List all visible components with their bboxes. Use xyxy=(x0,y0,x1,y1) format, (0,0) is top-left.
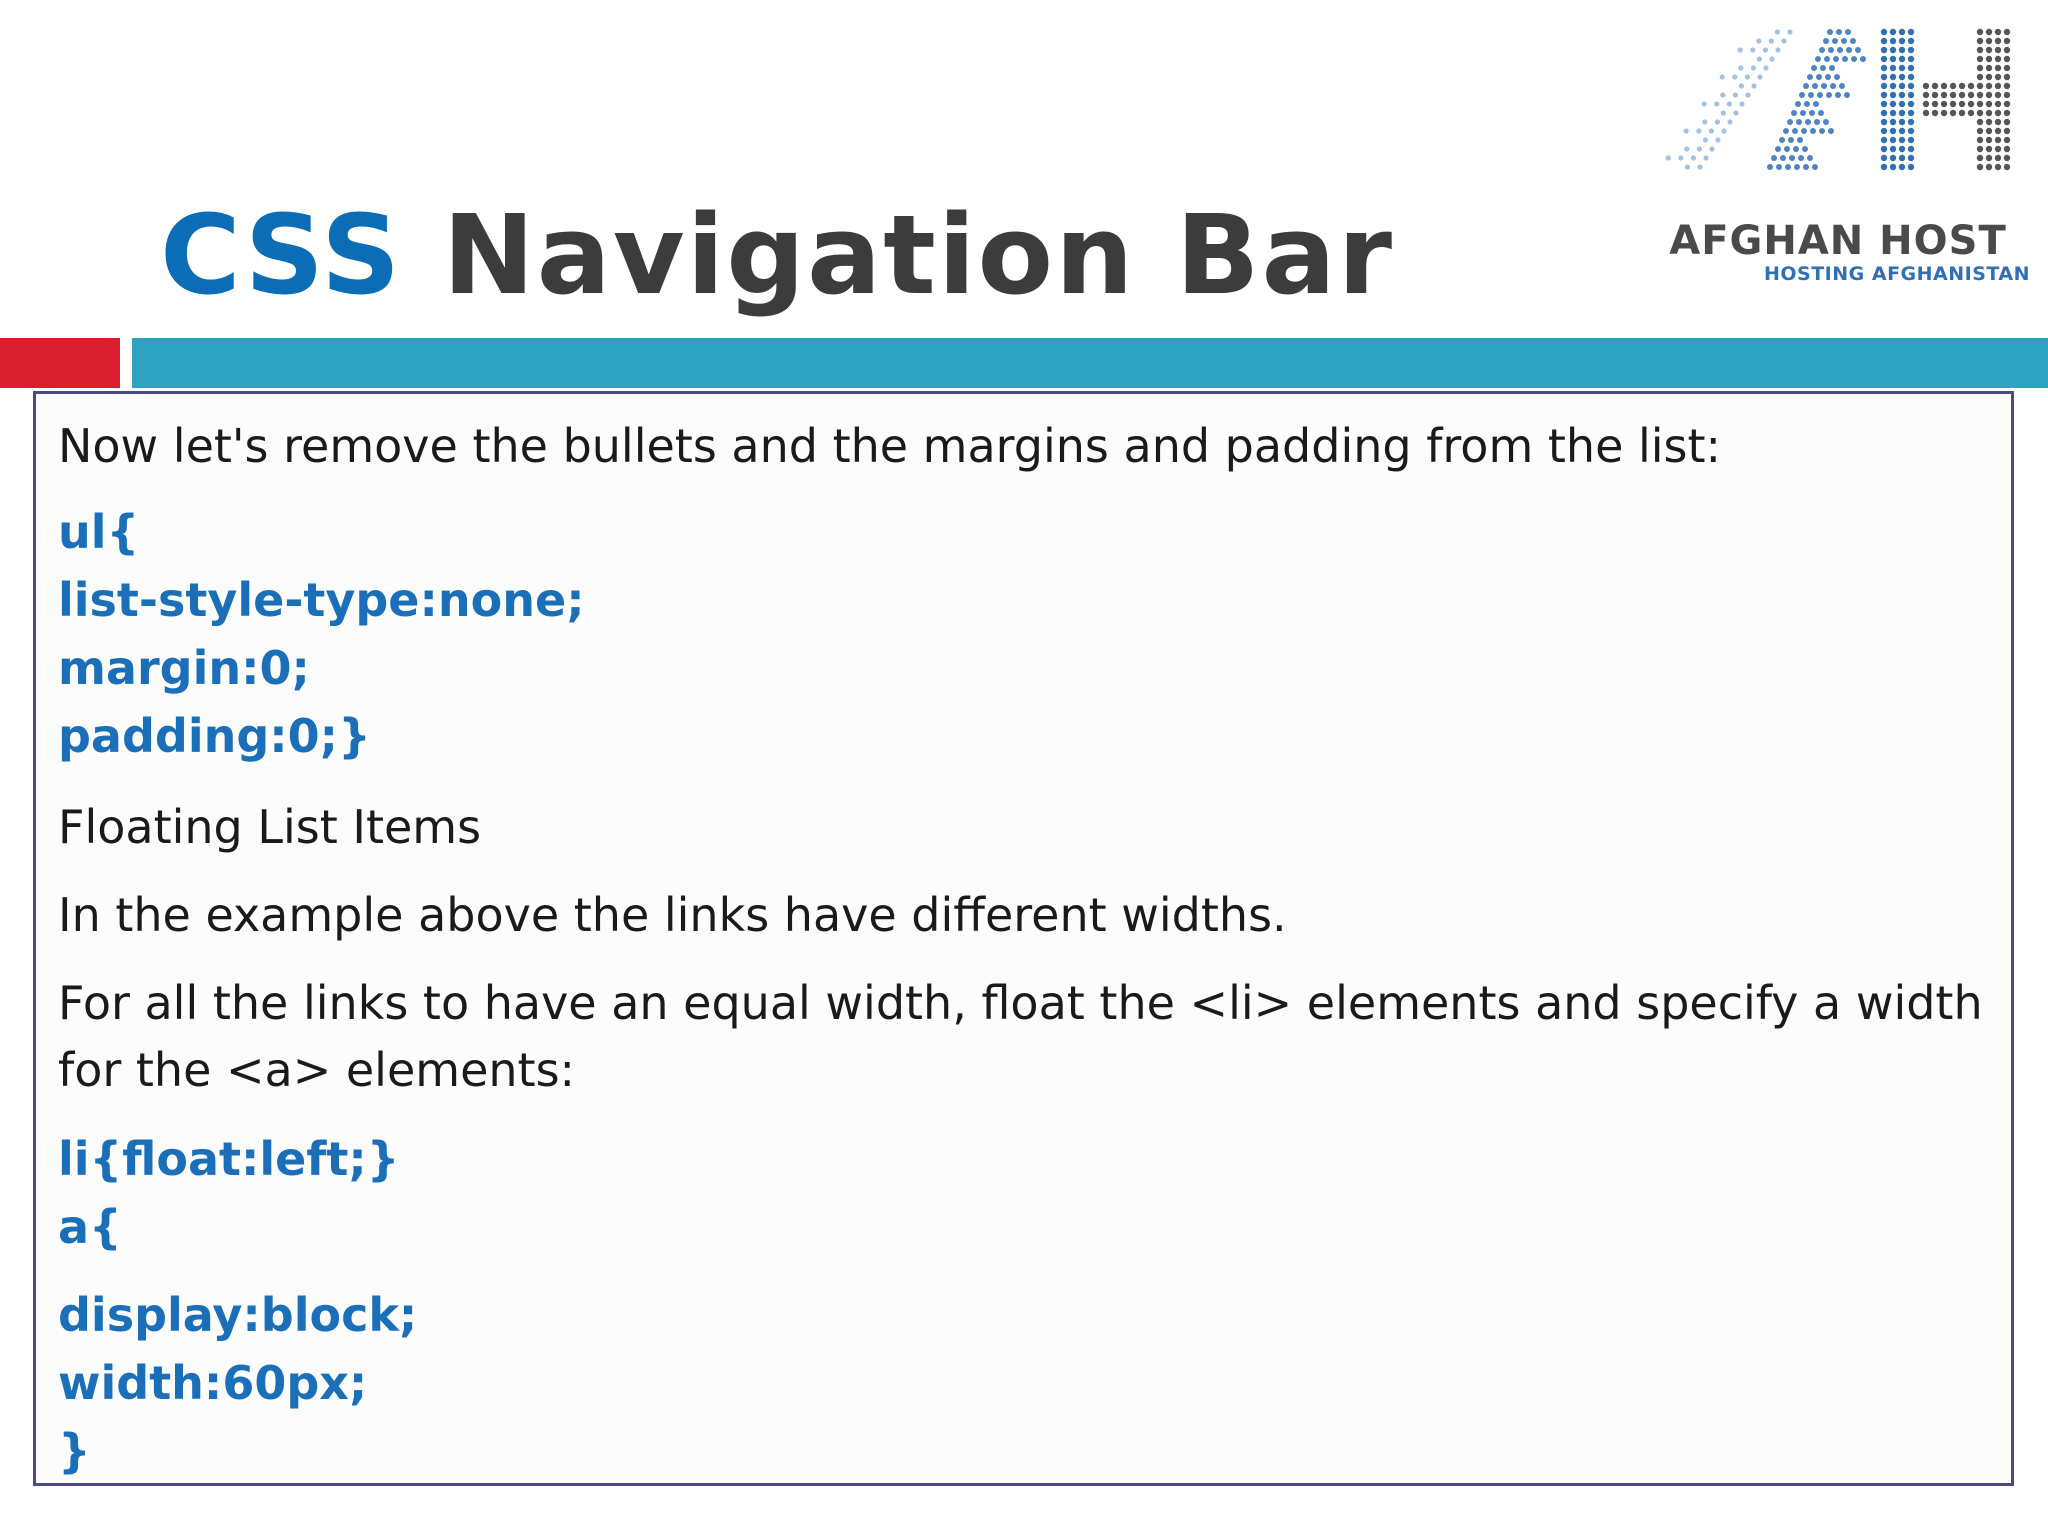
header-band-teal xyxy=(132,338,2048,388)
slide-title xyxy=(160,190,1394,320)
header-band-red xyxy=(0,338,120,388)
paragraph-different-widths: In the example above the links have different widths. xyxy=(58,888,1287,942)
code-line: } xyxy=(58,1424,91,1478)
slide-title-accent: CSS xyxy=(160,191,403,319)
slide-title-rest: Navigation Bar xyxy=(442,191,1395,319)
code-line: ul{ xyxy=(58,505,140,559)
logo-dot-matrix xyxy=(1666,29,2011,170)
code-line: padding:0;} xyxy=(58,709,371,763)
logo-name: AFGHAN HOST xyxy=(1669,218,2007,264)
intro-text: Now let's remove the bullets and the margins and padding from the list: xyxy=(58,419,1722,473)
code-line: display:block; xyxy=(58,1288,418,1342)
heading-floating-list-items: Floating List Items xyxy=(58,800,482,854)
logo-tagline: HOSTING AFGHANISTAN xyxy=(1763,263,2030,285)
code-line: margin:0; xyxy=(58,641,310,695)
afghan-host-logo xyxy=(1640,22,2036,292)
content-box xyxy=(33,391,2014,1486)
code-line: width:60px; xyxy=(58,1356,368,1410)
code-line: list-style-type:none; xyxy=(58,573,585,627)
paragraph-equal-width-line-2: for the <a> elements: xyxy=(58,1043,576,1097)
code-line: li{float:left;} xyxy=(58,1132,400,1186)
code-line: a{ xyxy=(58,1200,122,1254)
paragraph-equal-width-line-1: For all the links to have an equal width, float the <li> elements and specify a width xyxy=(58,976,1983,1030)
